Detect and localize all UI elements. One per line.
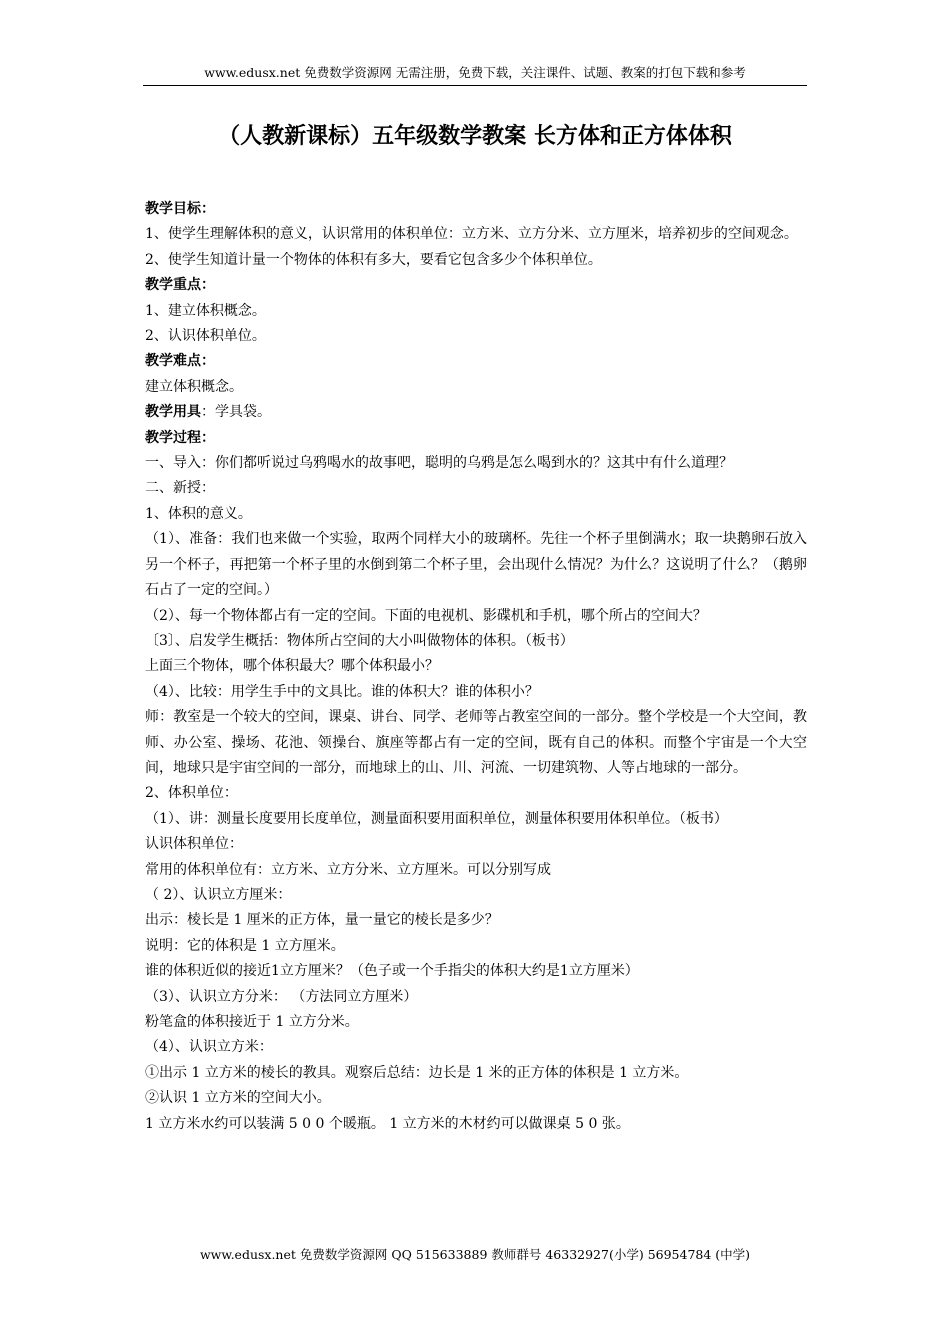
paragraph-s1: 1、体积的意义。 (145, 505, 252, 522)
paragraph-goal-2: 2、使学生知道计量一个物体的体积有多大，要看它包含多少个体积单位。 (145, 251, 602, 268)
paragraph-s2-2b: 说明：它的体积是 1 立方厘米。 (145, 937, 345, 954)
paragraph-s1-2: （2）、每一个物体都占有一定的空间。下面的电视机、影碟机和手机，哪个所占的空间大？ (145, 607, 707, 624)
section-heading-key-points: 教学重点： (145, 277, 215, 294)
paragraph-s2-2c: 谁的体积近似的接近1立方厘米？（色子或一个手指尖的体积大约是1立方厘米） (145, 963, 639, 980)
paragraph-goal-1: 1、使学生理解体积的意义，认识常用的体积单位：立方米、立方分米、立方厘米，培养初步的空间观念。 (145, 226, 798, 243)
paragraph-s2-2: （ 2）、认识立方厘米： (145, 886, 292, 903)
paragraph-s2-4a: ①出示 1 立方米的棱长的教具。观察后总结：边长是 1 米的正方体的体积是 1 立方米。 (145, 1064, 689, 1081)
paragraph-s2: 2、体积单位： (145, 785, 238, 802)
paragraph-s1-3b: 上面三个物体，哪个体积最大？哪个体积最小？ (145, 658, 439, 675)
section-heading-goals: 教学目标： (145, 201, 215, 217)
paragraph-s2-1b: 认识体积单位： (145, 836, 243, 853)
page-footer: www.edusx.net 免费数学资源网 QQ 515633889 教师群号 46332927(小学) 56954784 (中学) (199, 1247, 751, 1262)
paragraph-intro: 一、导入：你们都听说过乌鸦喝水的故事吧，聪明的乌鸦是怎么喝到水的？这其中有什么道理？ (145, 455, 733, 472)
paragraph-key-1: 1、建立体积概念。 (145, 302, 266, 319)
paragraph-s2-4: （4）、认识立方米： (145, 1039, 273, 1056)
paragraph-teacher: 师：教室是一个较大的空间，课桌、讲台、同学、老师等占教室空间的一部分。整个学校是一个大空间，教师、办公室、操场、花池、领操台、旗座等都占有一定的空间，既有自己的体积。而整个宇宙是一个大空间，地球只是宇宙空间的一部分，而地球上的山、川、河流、一切建筑物、人等占地球的一部分。 (145, 709, 807, 776)
paragraph-difficulty-1: 建立体积概念。 (145, 378, 243, 395)
section-heading-tools: 教学用具 (145, 404, 201, 421)
document-title: （人教新课标）五年级数学教案 长方体和正方体体积 (218, 123, 732, 149)
paragraph-s2-4b: ②认识 1 立方米的空间大小。 (145, 1090, 331, 1107)
section-heading-difficulty: 教学难点： (145, 353, 215, 370)
paragraph-s2-2a: 出示：棱长是 1 厘米的正方体，量一量它的棱长是多少？ (145, 912, 499, 929)
paragraph-s1-1: （1）、准备：我们也来做一个实验，取两个同样大小的玻璃杯。先往一个杯子里倒满水；取一块鹅卵石放入另一个杯子，再把第一个杯子里的水倒到第二个杯子里，会出现什么情况？为什么？这说明了什么？（鹅卵石占了一定的空间。） (145, 531, 807, 599)
header-divider (143, 85, 807, 86)
paragraph-key-2: 2、认识体积单位。 (145, 328, 266, 345)
paragraph-s1-3: 〔3〕、启发学生概括：物体所占空间的大小叫做物体的体积。（板书） (145, 632, 574, 649)
paragraph-new-lesson: 二、新授： (145, 480, 215, 497)
document-body (145, 197, 807, 1137)
section-heading-process: 教学过程： (145, 429, 215, 446)
paragraph-tools (145, 400, 807, 425)
paragraph-s2-4c: 1 立方米水约可以装满 5 0 0 个暖瓶。 1 立方米的木材约可以做课桌 5 0 张。 (145, 1115, 630, 1132)
paragraph-s1-4: （4）、比较：用学生手中的文具比。谁的体积大？谁的体积小？ (145, 683, 539, 700)
paragraph-s2-1: （1）、讲：测量长度要用长度单位，测量面积要用面积单位，测量体积要用体积单位。（板书） (145, 810, 728, 827)
paragraph-s2-1c: 常用的体积单位有：立方米、立方分米、立方厘米。可以分别写成 (145, 861, 551, 878)
page-header: www.edusx.net 免费数学资源网 无需注册，免费下载，关注课件、试题、教案的打包下载和参考 (204, 65, 746, 80)
tools-text: ：学具袋。 (201, 404, 271, 421)
paragraph-s2-3a: 粉笔盒的体积接近于 1 立方分米。 (145, 1014, 359, 1030)
paragraph-s2-3: （3）、认识立方分米： （方法同立方厘米） (145, 988, 418, 1005)
